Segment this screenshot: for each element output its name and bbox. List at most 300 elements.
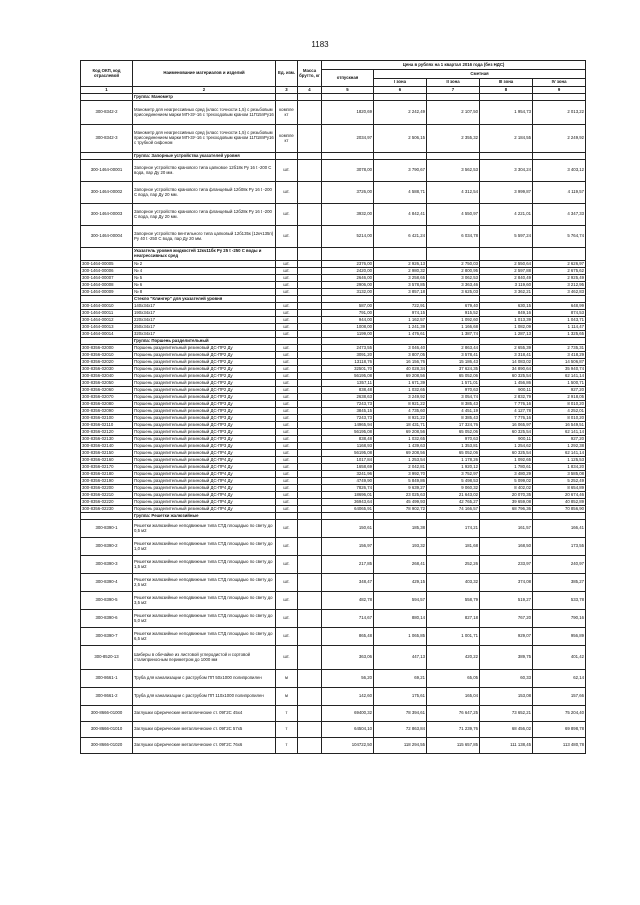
price-otpusknaya: 1017,84 (322, 457, 374, 464)
price-otpusknaya: 217,85 (322, 556, 374, 574)
item-name: 190х34х17 (133, 310, 276, 317)
item-name: Поршень разделительный резиновый ДС-ПР4 Ду (133, 506, 276, 513)
page-number: 1183 (311, 40, 329, 49)
empty-cell (374, 296, 427, 303)
item-mass (298, 352, 322, 359)
empty-cell (533, 296, 586, 303)
price-zone-3: 3 318,41 (480, 352, 533, 359)
item-code: 300-1464-00007 (81, 275, 133, 282)
price-zone-3: 1 456,86 (480, 380, 533, 387)
price-zone-1: 2 506,15 (374, 125, 427, 153)
price-zone-4: 1 043,71 (533, 317, 586, 324)
item-code: 300-1464-00013 (81, 324, 133, 331)
item-name: Запорное устройство вентильного типа цапковый 12б135к (12кч135п) Ру 40 t -250 С вода, пар Ду 20 мм. (133, 226, 276, 248)
item-code: 300-8666-01020 (81, 738, 133, 754)
price-zone-2: 3 062,53 (427, 275, 480, 282)
table-row (81, 401, 586, 408)
price-zone-2: 3 054,74 (427, 394, 480, 401)
group-code-cell (81, 94, 133, 101)
price-otpusknaya: 791,00 (322, 310, 374, 317)
item-unit: шт. (276, 282, 298, 289)
price-zone-3: 2 832,79 (480, 394, 533, 401)
item-name: Поршень разделительный резиновый ДС-ПР2 Ду (133, 345, 276, 352)
item-unit: т (276, 706, 298, 722)
table-row (81, 450, 586, 457)
item-unit: шт. (276, 471, 298, 478)
item-code: 300-1464-00004 (81, 226, 133, 248)
item-code: 300-1464-00012 (81, 317, 133, 324)
price-zone-4: 3 403,12 (533, 160, 586, 182)
item-unit: шт. (276, 268, 298, 275)
item-code: 300-8356-02170 (81, 464, 133, 471)
price-otpusknaya: 104722,50 (322, 738, 374, 754)
item-mass (298, 380, 322, 387)
item-unit: шт. (276, 289, 298, 296)
item-mass (298, 415, 322, 422)
price-zone-4: 2 925,49 (533, 275, 586, 282)
price-otpusknaya: 32501,70 (322, 366, 374, 373)
price-zone-4: 1 114,47 (533, 324, 586, 331)
item-name: 140х34х17 (133, 303, 276, 310)
price-zone-4: 4 252,01 (533, 408, 586, 415)
price-zone-2: 3 578,41 (427, 352, 480, 359)
price-zone-1: 3 790,67 (374, 160, 427, 182)
item-unit: шт. (276, 628, 298, 646)
price-zone-4: 2 626,97 (533, 261, 586, 268)
price-zone-4: 16 549,51 (533, 422, 586, 429)
item-unit: шт. (276, 303, 298, 310)
price-zone-4: 927,20 (533, 387, 586, 394)
table-row (81, 303, 586, 310)
item-unit: шт. (276, 331, 298, 338)
col-number: 8 (480, 87, 533, 94)
price-zone-2: 15 186,43 (427, 359, 480, 366)
item-name: Решетки жалюзийные неподвижные типа СТД площадью по свету до 2,5 м2 (133, 574, 276, 592)
price-zone-3: 16 065,97 (480, 422, 533, 429)
empty-cell (322, 338, 374, 345)
group-row (81, 513, 586, 520)
item-mass (298, 450, 322, 457)
item-name: Поршень разделительный резиновый ДС-ПР2 Ду (133, 373, 276, 380)
item-code: 300-8356-02220 (81, 499, 133, 506)
table-row (81, 352, 586, 359)
item-mass (298, 429, 322, 436)
item-code: 300-8356-02230 (81, 506, 133, 513)
price-zone-2: 65 052,06 (427, 450, 480, 457)
price-zone-3: 900,11 (480, 436, 533, 443)
price-otpusknaya: 714,67 (322, 610, 374, 628)
item-unit: шт. (276, 499, 298, 506)
item-name: Труба для канализации с раструбом ПП 50х1000 полипропилен (133, 670, 276, 688)
item-name: Поршень разделительный резиновый ДС-ПР2 Ду (133, 359, 276, 366)
table-row (81, 204, 586, 226)
item-code: 300-8390-6 (81, 610, 133, 628)
empty-cell (427, 513, 480, 520)
item-name: Шиберы в обечайке из листовой углеродистой и сортовой сталиприносным периметром до 1000 мм (133, 646, 276, 670)
price-zone-2: 8 385,43 (427, 401, 480, 408)
price-zone-1: 2 242,49 (374, 101, 427, 125)
item-code: 300-8356-02190 (81, 478, 133, 485)
item-mass (298, 282, 322, 289)
item-name: Заглушки сферические металлические ст. 09Г2С 45х4 (133, 706, 276, 722)
table-row (81, 592, 586, 610)
item-mass (298, 310, 322, 317)
price-zone-1: 1 065,85 (374, 628, 427, 646)
group-name: Группа: Решетки жалюзийные (133, 513, 276, 520)
item-code: 300-8661-2 (81, 688, 133, 706)
group-name: Группа: Поршень разделительный (133, 338, 276, 345)
item-unit: шт. (276, 310, 298, 317)
price-zone-3: 3 480,29 (480, 471, 533, 478)
item-name: Запорное устройство кранового типа фланцевый 12б28к Ру 16 t -200 С вода, пар Ду 20 мм. (133, 204, 276, 226)
price-zone-4: 35 940,74 (533, 366, 586, 373)
price-otpusknaya: 3078,00 (322, 160, 374, 182)
price-zone-4: 1 325,65 (533, 331, 586, 338)
table-row (81, 310, 586, 317)
item-name: Поршень разделительный резиновый ДС-ПР4 Ду (133, 485, 276, 492)
price-zone-4: 1 834,20 (533, 464, 586, 471)
price-zone-4: 75 204,40 (533, 706, 586, 722)
column-number-row (81, 87, 586, 94)
item-mass (298, 394, 322, 401)
price-otpusknaya: 3932,00 (322, 204, 374, 226)
col-number: 3 (276, 87, 298, 94)
item-code: 300-8356-02130 (81, 436, 133, 443)
empty-cell (533, 94, 586, 101)
item-code: 300-8356-02150 (81, 450, 133, 457)
price-zone-4: 62 141,14 (533, 429, 586, 436)
price-zone-1: 40 028,34 (374, 366, 427, 373)
item-name: Поршень разделительный резиновый ДС-ПР3 Ду (133, 436, 276, 443)
price-zone-4: 173,55 (533, 538, 586, 556)
group-row (81, 248, 586, 261)
table-row (81, 485, 586, 492)
item-code: 300-8356-02050 (81, 380, 133, 387)
empty-cell (322, 153, 374, 160)
price-table (80, 60, 586, 754)
price-zone-2: 65,05 (427, 670, 480, 688)
item-unit: шт. (276, 366, 298, 373)
item-code: 300-8356-02020 (81, 359, 133, 366)
price-zone-1: 429,15 (374, 574, 427, 592)
item-mass (298, 520, 322, 538)
item-code: 300-1464-00011 (81, 310, 133, 317)
price-zone-3: 2 597,88 (480, 268, 533, 275)
item-mass (298, 408, 322, 415)
item-mass (298, 610, 322, 628)
table-row (81, 160, 586, 182)
item-unit: шт. (276, 387, 298, 394)
price-zone-4: 385,27 (533, 574, 586, 592)
item-code: 300-8342-3 (81, 125, 133, 153)
item-name: Заглушки сферические металлические ст. 09Г2С 76х6 (133, 738, 276, 754)
price-zone-3: 153,08 (480, 688, 533, 706)
empty-cell (480, 513, 533, 520)
item-mass (298, 492, 322, 499)
price-otpusknaya: 3845,15 (322, 408, 374, 415)
price-zone-4: 69 898,78 (533, 722, 586, 738)
item-unit: шт. (276, 436, 298, 443)
item-code: 300-8342-2 (81, 101, 133, 125)
price-zone-4: 8 010,20 (533, 401, 586, 408)
price-zone-3: 60,33 (480, 670, 533, 688)
item-unit: шт. (276, 520, 298, 538)
item-name: Решетки жалюзийные неподвижные типа СТД площадью по свету до 3,5 м2 (133, 592, 276, 610)
item-name: Решетки жалюзийные неподвижные типа СТД площадью по свету до 5,0 м2 (133, 610, 276, 628)
price-zone-4: 533,78 (533, 592, 586, 610)
price-zone-2: 252,26 (427, 556, 480, 574)
table-row (81, 394, 586, 401)
item-name: Решетки жалюзийные неподвижные типа СТД площадью по свету до 1,5 м2 (133, 556, 276, 574)
item-code: 300-8356-02210 (81, 492, 133, 499)
empty-cell (322, 296, 374, 303)
table-row (81, 415, 586, 422)
empty-cell (427, 296, 480, 303)
header-zone-1: I зона (374, 79, 427, 87)
price-zone-3: 4 127,78 (480, 408, 533, 415)
item-unit: шт. (276, 422, 298, 429)
item-mass (298, 422, 322, 429)
col-number: 9 (533, 87, 586, 94)
price-zone-2: 1 166,68 (427, 324, 480, 331)
empty-cell (427, 153, 480, 160)
group-code-cell (81, 513, 133, 520)
price-zone-3: 2 840,49 (480, 275, 533, 282)
group-row (81, 296, 586, 303)
table-row (81, 610, 586, 628)
price-zone-3: 767,20 (480, 610, 533, 628)
empty-cell (533, 153, 586, 160)
price-zone-1: 880,14 (374, 610, 427, 628)
item-unit: шт. (276, 429, 298, 436)
item-unit: шт. (276, 443, 298, 450)
price-zone-3: 1 082,09 (480, 324, 533, 331)
price-otpusknaya: 1357,11 (322, 380, 374, 387)
price-otpusknaya: 13118,76 (322, 359, 374, 366)
table-row (81, 359, 586, 366)
price-zone-2: 3 562,53 (427, 160, 480, 182)
item-mass (298, 592, 322, 610)
table-row (81, 182, 586, 204)
empty-cell (533, 248, 586, 261)
price-zone-1: 4 735,60 (374, 408, 427, 415)
price-zone-1: 8 921,22 (374, 415, 427, 422)
price-otpusknaya: 865,48 (322, 628, 374, 646)
empty-cell (298, 94, 322, 101)
price-zone-4: 401,42 (533, 646, 586, 670)
price-zone-1: 1 476,61 (374, 331, 427, 338)
item-mass (298, 478, 322, 485)
item-name: Поршень разделительный резиновый ДС-ПР3 Ду (133, 401, 276, 408)
item-name: 250х34х17 (133, 324, 276, 331)
table-row (81, 408, 586, 415)
empty-cell (276, 94, 298, 101)
table-row (81, 670, 586, 688)
header-mass: Масса брутто, кг (298, 61, 322, 87)
item-unit: шт. (276, 646, 298, 670)
header-otpusknaya: отпускная (322, 70, 374, 87)
price-zone-2: 3 752,97 (427, 471, 480, 478)
table-row (81, 275, 586, 282)
item-code: 300-1464-00010 (81, 303, 133, 310)
item-code: 300-8356-02090 (81, 408, 133, 415)
item-unit: м (276, 670, 298, 688)
item-name: № 5 (133, 275, 276, 282)
price-otpusknaya: 7826,74 (322, 485, 374, 492)
item-mass (298, 722, 322, 738)
price-otpusknaya: 3241,96 (322, 471, 374, 478)
item-mass (298, 324, 322, 331)
header-smetnaya: Сметная (374, 70, 586, 79)
price-zone-2: 2 800,95 (427, 268, 480, 275)
price-otpusknaya: 1008,00 (322, 324, 374, 331)
price-zone-2: 1 092,60 (427, 317, 480, 324)
empty-cell (374, 513, 427, 520)
table-row (81, 101, 586, 125)
item-code: 300-8390-5 (81, 592, 133, 610)
item-name: Труба для канализации с раструбом ПП 110х1000 полипропилен (133, 688, 276, 706)
table-row (81, 422, 586, 429)
price-zone-2: 65 052,06 (427, 373, 480, 380)
price-zone-3: 7 776,16 (480, 401, 533, 408)
price-zone-2: 827,18 (427, 610, 480, 628)
item-unit: т (276, 738, 298, 754)
price-zone-2: 1 387,74 (427, 331, 480, 338)
price-zone-1: 3 578,85 (374, 282, 427, 289)
empty-cell (276, 153, 298, 160)
price-zone-1: 594,57 (374, 592, 427, 610)
price-zone-1: 1 032,65 (374, 436, 427, 443)
item-mass (298, 289, 322, 296)
price-otpusknaya: 4749,90 (322, 478, 374, 485)
group-name: Указатель уровня жидкостей 12кч11бк Ру 25 t -250 С воды и неагрессивных сред (133, 248, 276, 261)
empty-cell (480, 248, 533, 261)
price-otpusknaya: 56195,08 (322, 373, 374, 380)
price-zone-3: 1 954,73 (480, 101, 533, 125)
price-zone-4: 62 141,14 (533, 450, 586, 457)
price-otpusknaya: 1199,00 (322, 331, 374, 338)
price-zone-1: 69 208,56 (374, 373, 427, 380)
price-zone-4: 5 764,74 (533, 226, 586, 248)
price-zone-2: 3 625,03 (427, 289, 480, 296)
price-zone-2: 2 107,50 (427, 101, 480, 125)
price-zone-2: 6 034,78 (427, 226, 480, 248)
item-mass (298, 464, 322, 471)
price-otpusknaya: 363,06 (322, 646, 374, 670)
empty-cell (374, 338, 427, 345)
col-number: 7 (427, 87, 480, 94)
price-zone-1: 4 842,41 (374, 204, 427, 226)
price-zone-4: 2 918,05 (533, 394, 586, 401)
item-unit: шт. (276, 401, 298, 408)
price-zone-1: 268,41 (374, 556, 427, 574)
price-zone-3: 3 999,87 (480, 182, 533, 204)
price-zone-4: 3 462,83 (533, 289, 586, 296)
item-name: Поршень разделительный резиновый ДС-ПР3 Ду (133, 429, 276, 436)
item-unit: шт. (276, 485, 298, 492)
group-name: Группа: Запорные устройства указателей уровня (133, 153, 276, 160)
item-code: 300-8356-02100 (81, 415, 133, 422)
price-zone-1: 8 921,22 (374, 401, 427, 408)
price-otpusknaya: 3091,20 (322, 352, 374, 359)
price-zone-1: 722,91 (374, 303, 427, 310)
price-otpusknaya: 64504,10 (322, 722, 374, 738)
price-zone-3: 519,27 (480, 592, 533, 610)
item-code: 300-8356-02140 (81, 443, 133, 450)
table-row (81, 628, 586, 646)
price-zone-1: 1 241,39 (374, 324, 427, 331)
price-zone-3: 3 304,24 (480, 160, 533, 182)
empty-cell (374, 153, 427, 160)
group-row (81, 338, 586, 345)
item-name: Поршень разделительный резиновый ДС-ПР2 Ду (133, 366, 276, 373)
header-zone-4: IV зона (533, 79, 586, 87)
item-unit: шт. (276, 556, 298, 574)
item-code: 300-1464-00005 (81, 261, 133, 268)
price-zone-3: 389,75 (480, 646, 533, 670)
item-mass (298, 506, 322, 513)
header-name: Наименование материалов и изделий (133, 61, 276, 87)
item-mass (298, 485, 322, 492)
price-zone-2: 4 451,19 (427, 408, 480, 415)
item-unit: шт. (276, 394, 298, 401)
item-mass (298, 499, 322, 506)
item-unit: шт. (276, 160, 298, 182)
table-row (81, 506, 586, 513)
price-zone-4: 3 418,29 (533, 352, 586, 359)
item-code: 300-1464-00009 (81, 289, 133, 296)
item-unit: компле кт (276, 101, 298, 125)
item-name: Поршень разделительный резиновый ДС-ПР4 Ду (133, 478, 276, 485)
price-zone-4: 4 119,57 (533, 182, 586, 204)
item-code: 300-8356-02200 (81, 485, 133, 492)
price-zone-1: 78 394,61 (374, 706, 427, 722)
item-unit: шт. (276, 324, 298, 331)
table-row (81, 331, 586, 338)
price-zone-1: 974,15 (374, 310, 427, 317)
price-otpusknaya: 348,47 (322, 574, 374, 592)
item-code: 300-8356-02060 (81, 387, 133, 394)
price-zone-1: 23 025,63 (374, 492, 427, 499)
item-mass (298, 387, 322, 394)
item-code: 300-1464-00006 (81, 268, 133, 275)
price-zone-3: 1 254,62 (480, 443, 533, 450)
col-number: 2 (133, 87, 276, 94)
table-row (81, 499, 586, 506)
price-zone-3: 34 890,64 (480, 366, 533, 373)
table-row (81, 380, 586, 387)
price-otpusknaya: 838,48 (322, 387, 374, 394)
empty-cell (427, 94, 480, 101)
item-code: 300-8356-02180 (81, 471, 133, 478)
item-mass (298, 706, 322, 722)
price-zone-4: 8 010,20 (533, 415, 586, 422)
item-mass (298, 204, 322, 226)
table-row (81, 520, 586, 538)
item-unit: компле кт (276, 125, 298, 153)
item-name: Решетки жалюзийные неподвижные типа СТД площадью по свету до 0,5 м2 (133, 520, 276, 538)
item-mass (298, 275, 322, 282)
price-otpusknaya: 69400,32 (322, 706, 374, 722)
item-code: 300-8666-01010 (81, 722, 133, 738)
price-zone-3: 1 287,13 (480, 331, 533, 338)
price-otpusknaya: 1168,93 (322, 443, 374, 450)
price-zone-1: 3 857,18 (374, 289, 427, 296)
item-mass (298, 160, 322, 182)
item-name: Поршень разделительный резиновый ДС-ПР3 Ду (133, 394, 276, 401)
price-zone-3: 73 652,21 (480, 706, 533, 722)
item-name: 320х34х17 (133, 331, 276, 338)
